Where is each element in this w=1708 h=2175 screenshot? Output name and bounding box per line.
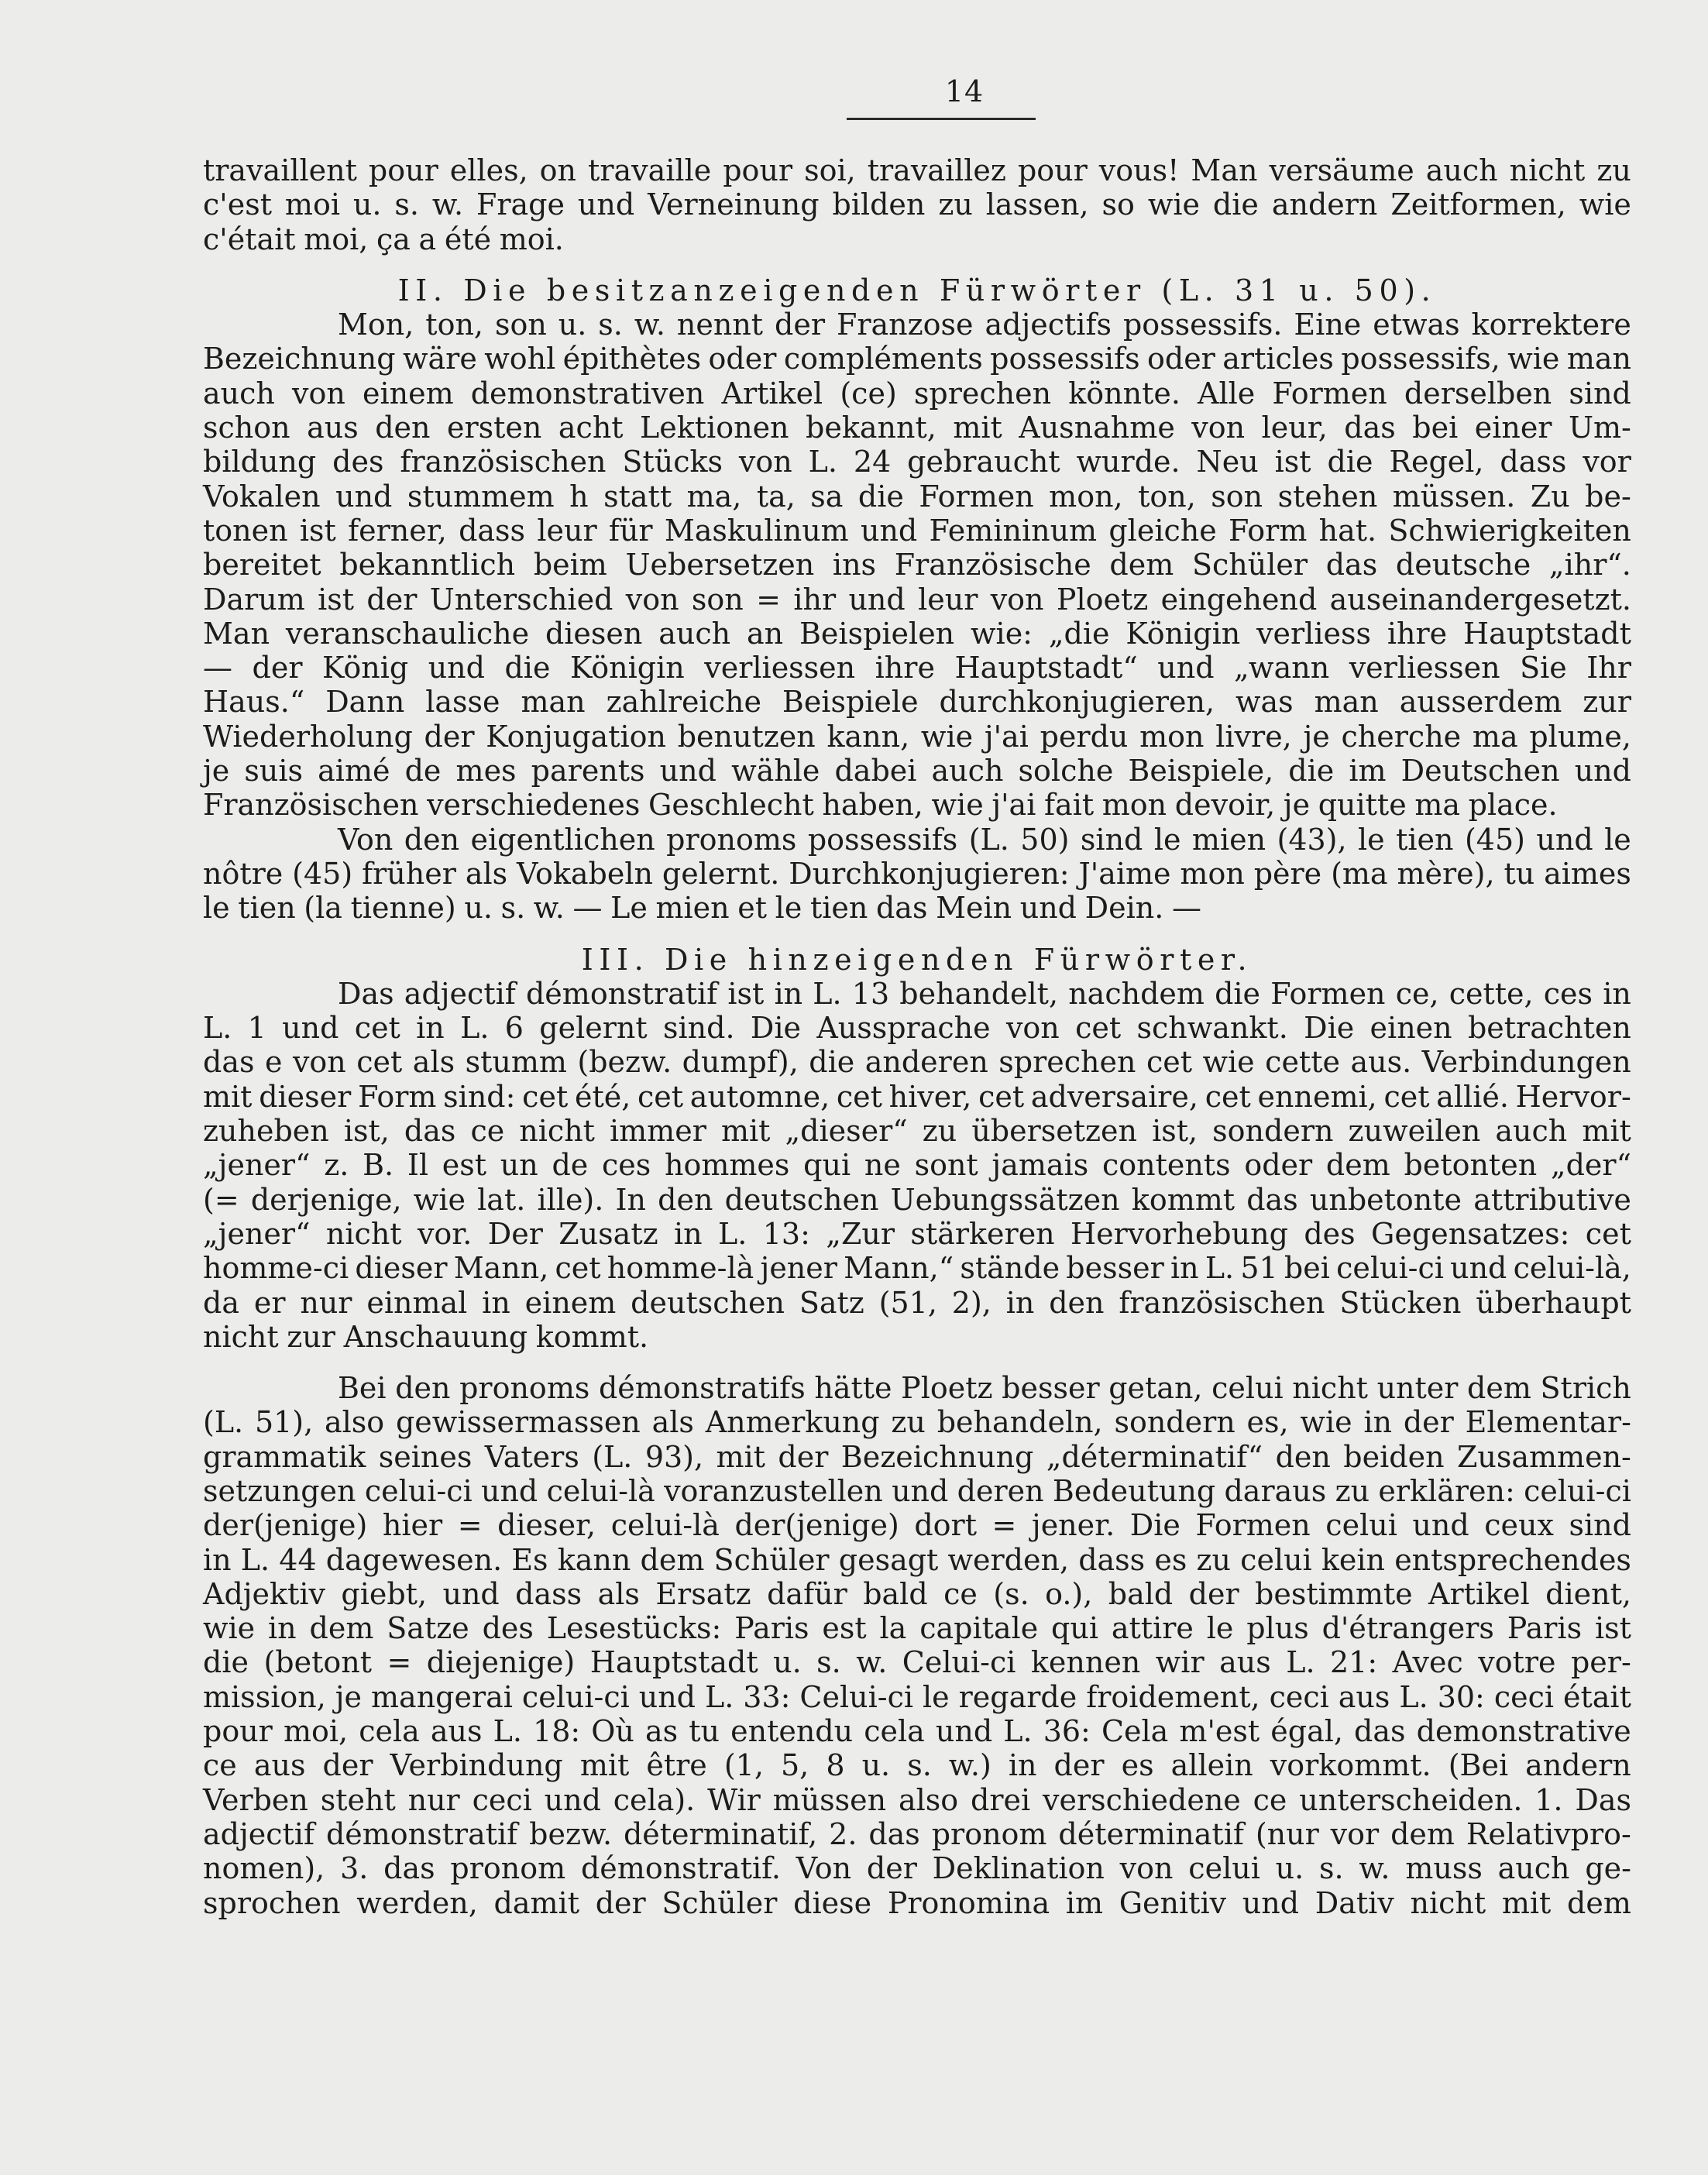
header-rule [847, 118, 1036, 120]
text-line: „jener“ z. B. Il est un de ces hommes qui ne sont jamais contents oder dem betonten „der“ [203, 1148, 1631, 1183]
text-line: die (betont = diejenige) Hauptstadt u. s. w. Celui-ci kennen wir aus L. 21: Avec votre per- [203, 1645, 1631, 1680]
text-line: — der König und die Königin verliessen ihre Hauptstadt“ und „wann verliessen Sie Ihr [203, 651, 1631, 685]
text-line: „jener“ nicht vor. Der Zusatz in L. 13: „Zur stärkeren Hervorhebung des Gegensatzes: cet [203, 1216, 1631, 1251]
text-line: Verben steht nur ceci und cela). Wir müssen also drei verschiedene ce unterscheiden. 1. Das [203, 1782, 1631, 1817]
text-line: Haus.“ Dann lasse man zahlreiche Beispiele durchkonjugieren, was man ausserdem zur [203, 685, 1631, 720]
text-line: Man veranschauliche diesen auch an Beispielen wie: „die Königin verliess ihre Hauptstadt [203, 616, 1631, 651]
text-line: das e von cet als stumm (bezw. dumpf), die anderen sprechen cet wie cette aus. Verbindungen [203, 1045, 1631, 1080]
text-line: nôtre (45) früher als Vokabeln gelernt. Durchkonjugieren: J'aime mon père (ma mère), tu aimes [203, 856, 1631, 891]
text-line: adjectif démonstratif bezw. déterminatif, 2. das pronom déterminatif (nur vor dem Relativpro- [203, 1816, 1631, 1851]
text-line: Französischen verschiedenes Geschlecht haben, wie j'ai fait mon devoir, je quitte ma place. [203, 788, 1558, 823]
paragraph [203, 1371, 1631, 1920]
text-line: pour moi, cela aus L. 18: Où as tu entendu cela und L. 36: Cela m'est égal, das demonstrative [203, 1714, 1631, 1749]
text-line: nicht zur Anschauung kommt. [203, 1319, 649, 1354]
text-line: c'est moi u. s. w. Frage und Verneinung bilden zu lassen, so wie die andern Zeitformen, wie [203, 187, 1631, 222]
section-heading-possessive: II. Die besitzanzeigenden Fürwörter (L. 31 u. 50). [397, 273, 1437, 308]
text-line: Mon, ton, son u. s. w. nennt der Franzose adjectifs possessifs. Eine etwas korrektere [338, 308, 1631, 342]
body-text [203, 153, 1631, 1920]
text-line: Von den eigentlichen pronoms possessifs (L. 50) sind le mien (43), le tien (45) und le [338, 822, 1631, 857]
text-line: (= derjenige, wie lat. ille). In den deutschen Uebungssätzen kommt das unbetonte attributive [203, 1182, 1631, 1217]
text-line: mit dieser Form sind: cet été, cet automne, cet hiver, cet adversaire, cet ennemi, cet allié. Hervor- [203, 1079, 1631, 1114]
page-number: 14 [944, 74, 985, 108]
text-line: Bezeichnung wäre wohl épithètes oder compléments possessifs oder articles possessifs, wie man [203, 342, 1631, 376]
text-line: le tien (la tienne) u. s. w. — Le mien et le tien das Mein und Dein. — [203, 891, 1201, 926]
text-line: in L. 44 dagewesen. Es kann dem Schüler gesagt werden, dass es zu celui kein entsprechendes [203, 1542, 1631, 1577]
text-line: bildung des französischen Stücks von L. 24 gebraucht wurde. Neu ist die Regel, dass vor [203, 445, 1631, 479]
text-line: je suis aimé de mes parents und wähle dabei auch solche Beispiele, die im Deutschen und [203, 754, 1631, 789]
text-line: L. 1 und cet in L. 6 gelernt sind. Die Aussprache von cet schwankt. Die einen betrachten [203, 1011, 1631, 1046]
text-line: grammatik seines Vaters (L. 93), mit der Bezeichnung „déterminatif“ den beiden Zusammen- [203, 1439, 1631, 1474]
text-line: Darum ist der Unterschied von son = ihr und leur von Ploetz eingehend auseinandergesetzt. [203, 582, 1631, 617]
text-line: wie in dem Satze des Lesestücks: Paris est la capitale qui attire le plus d'étrangers Paris ist [203, 1611, 1631, 1646]
text-line: setzungen celui-ci und celui-là voranzustellen und deren Bedeutung daraus zu erklären: celui-ci [203, 1473, 1631, 1508]
text-line: da er nur einmal in einem deutschen Satz (51, 2), in den französischen Stücken überhaupt [203, 1285, 1631, 1320]
text-line: c'était moi, ça a été moi. [203, 222, 564, 256]
paragraph [203, 153, 1631, 256]
text-line: der(jenige) hier = dieser, celui-là der(jenige) dort = jener. Die Formen celui und ceux sind [203, 1508, 1631, 1543]
text-line: ce aus der Verbindung mit être (1, 5, 8 u. s. w.) in der es allein vorkommt. (Bei andern [203, 1748, 1631, 1783]
paragraph [203, 977, 1631, 1354]
text-line: nomen), 3. das pronom démonstratif. Von der Deklination von celui u. s. w. muss auch ge- [203, 1851, 1631, 1886]
text-line: auch von einem demonstrativen Artikel (ce) sprechen könnte. Alle Formen derselben sind [203, 376, 1631, 411]
text-line: zuheben ist, das ce nicht immer mit „dieser“ zu übersetzen ist, sondern zuweilen auch mit [203, 1114, 1631, 1149]
text-line: Bei den pronoms démonstratifs hätte Ploetz besser getan, celui nicht unter dem Strich [338, 1371, 1631, 1406]
text-line: schon aus den ersten acht Lektionen bekannt, mit Ausnahme von leur, das bei einer Um- [203, 411, 1631, 445]
text-line: sprochen werden, damit der Schüler diese Pronomina im Genitiv und Dativ nicht mit dem [203, 1885, 1631, 1920]
section-heading-demonstrative: III. Die hinzeigenden Fürwörter. [581, 942, 1253, 977]
paragraph [203, 823, 1631, 926]
paragraph [203, 308, 1631, 822]
text-line: (L. 51), also gewissermassen als Anmerkung zu behandeln, sondern es, wie in der Elementar- [203, 1405, 1631, 1440]
text-line: mission, je mangerai celui-ci und L. 33: Celui-ci le regarde froidement, ceci aus L. 30: ceci était [203, 1679, 1631, 1714]
text-line: travaillent pour elles, on travaille pour soi, travaillez pour vous! Man versäume auch nicht zu [203, 153, 1631, 187]
text-line: tonen ist ferner, dass leur für Maskulinum und Femininum gleiche Form hat. Schwierigkeiten [203, 513, 1631, 548]
text-line: homme-ci dieser Mann, cet homme-là jener Mann,“ stände besser in L. 51 bei celui-ci und celui-là, [203, 1251, 1631, 1286]
text-line: Wiederholung der Konjugation benutzen kann, wie j'ai perdu mon livre, je cherche ma plume, [203, 719, 1631, 754]
text-line: Adjektiv giebt, und dass als Ersatz dafür bald ce (s. o.), bald der bestimmte Artikel dient, [203, 1576, 1631, 1611]
text-line: Das adjectif démonstratif ist in L. 13 behandelt, nachdem die Formen ce, cette, ces in [338, 976, 1631, 1011]
text-line: bereitet bekanntlich beim Uebersetzen ins Französische dem Schüler das deutsche „ihr“. [203, 548, 1631, 582]
text-line: Vokalen und stummem h statt ma, ta, sa die Formen mon, ton, son stehen müssen. Zu be- [203, 479, 1631, 514]
